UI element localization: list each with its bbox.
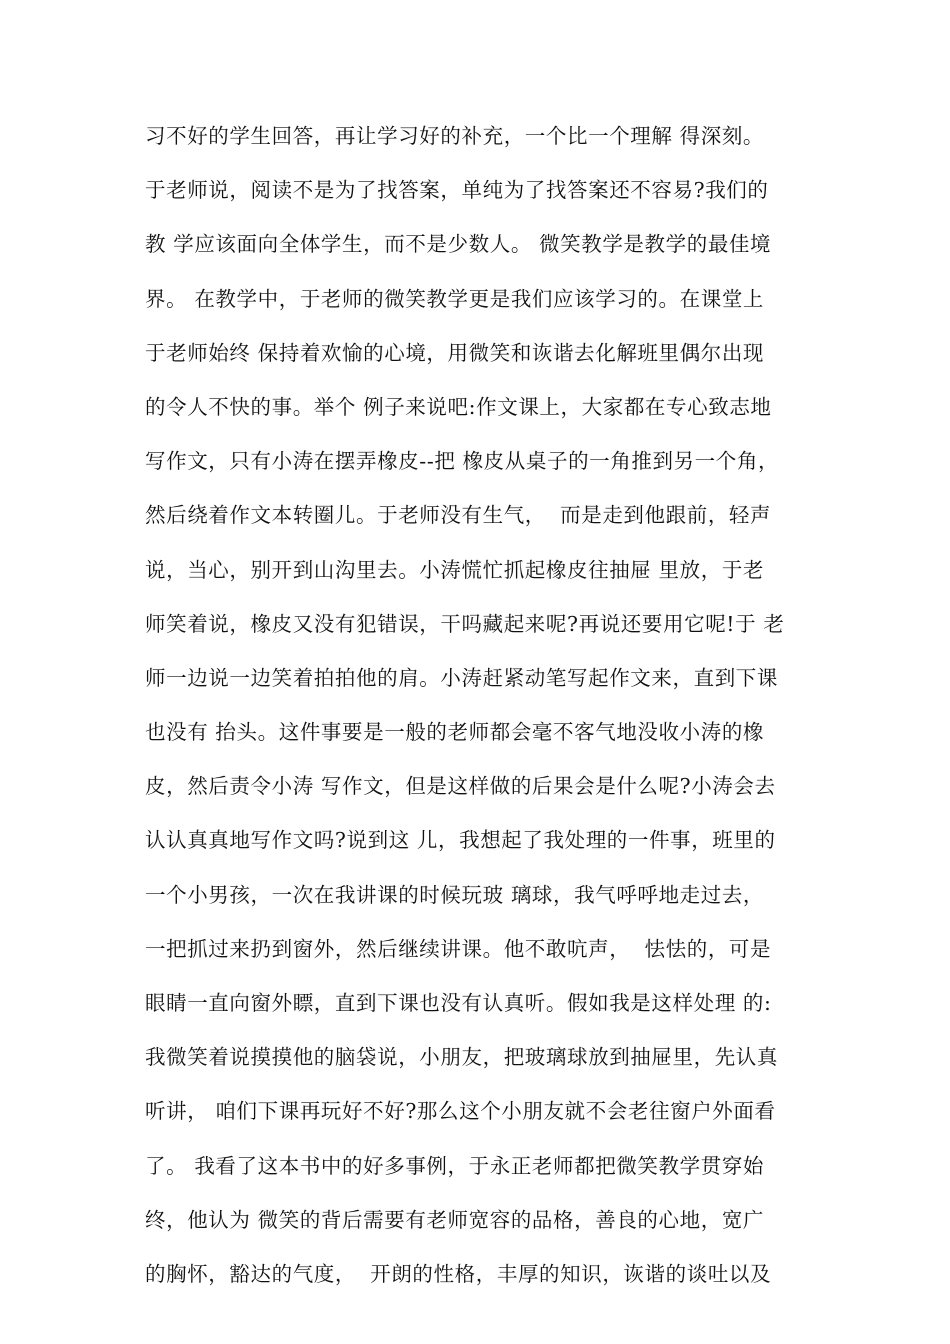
text-line: 习不好的学生回答，再让学习好的补充，一个比一个理解 得深刻。	[145, 124, 765, 148]
text-line: 然后绕着作文本转圈儿。于老师没有生气， 而是走到他跟前，轻声	[145, 503, 772, 528]
text-line: 于老师始终 保持着欢愉的心境，用微笑和诙谐去化解班里偶尔出现	[145, 340, 765, 365]
text-line: 师笑着说，橡皮又没有犯错误，干吗藏起来呢?再说还要用它呢!于 老	[145, 611, 785, 636]
text-line: 了。 我看了这本书中的好多事例，于永正老师都把微笑教学贯穿始	[145, 1153, 765, 1178]
text-line: 的胸怀，豁达的气度， 开朗的性格，丰厚的知识，诙谐的谈吐以及	[145, 1261, 772, 1286]
text-line: 认认真真地写作文吗?说到这 儿，我想起了我处理的一件事，班里的	[145, 828, 776, 853]
text-line: 说，当心，别开到山沟里去。小涛慌忙抓起橡皮往抽屉 里放，于老	[145, 557, 765, 582]
text-line: 眼睛一直向窗外瞟，直到下课也没有认真听。假如我是这样处理 的:	[145, 991, 772, 1015]
text-line: 也没有 抬头。这件事要是一般的老师都会毫不客气地没收小涛的橡	[145, 720, 765, 745]
text-line: 界。 在教学中，于老师的微笑教学更是我们应该学习的。在课堂上	[145, 286, 765, 311]
text-line: 教 学应该面向全体学生，而不是少数人。 微笑教学是教学的最佳境	[145, 232, 772, 257]
text-line: 师一边说一边笑着拍拍他的肩。小涛赶紧动笔写起作文来，直到下课	[145, 665, 778, 690]
text-line: 写作文，只有小涛在摆弄橡皮--把 橡皮从桌子的一角推到另一个角，	[145, 449, 780, 474]
body-text	[145, 114, 815, 1306]
text-line: 皮，然后责令小涛 写作文，但是这样做的后果会是什么呢?小涛会去	[145, 774, 776, 799]
text-line: 听讲， 咱们下课再玩好不好?那么这个小朋友就不会老往窗户外面看	[145, 1099, 776, 1124]
text-line: 一个小男孩，一次在我讲课的时候玩玻 璃球，我气呼呼地走过去，	[145, 882, 765, 907]
text-line: 于老师说，阅读不是为了找答案，单纯为了找答案还不容易?我们的	[145, 178, 769, 203]
text-line: 一把抓过来扔到窗外，然后继续讲课。他不敢吭声， 怯怯的，可是	[145, 936, 772, 961]
text-line: 的令人不快的事。举个 例子来说吧:作文课上，大家都在专心致志地	[145, 394, 772, 419]
text-line: 我微笑着说摸摸他的脑袋说，小朋友，把玻璃球放到抽屉里，先认真	[145, 1045, 778, 1070]
text-line: 终，他认为 微笑的背后需要有老师宽容的品格，善良的心地，宽广	[145, 1207, 765, 1232]
